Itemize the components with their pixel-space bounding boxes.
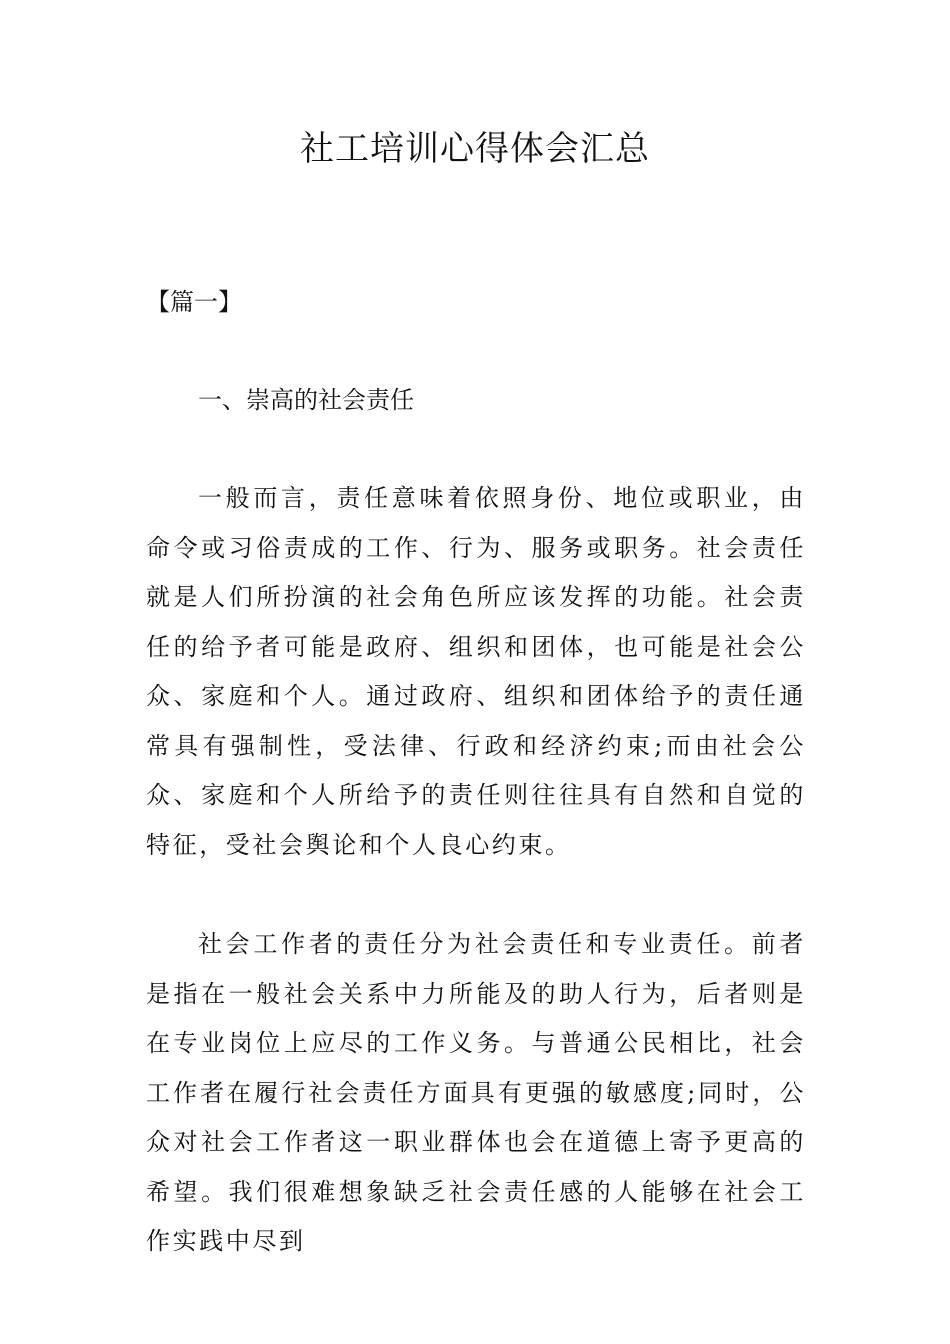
- section-label: 【篇一】: [146, 288, 242, 316]
- section-heading: 一、崇高的社会责任: [198, 386, 414, 414]
- paragraph: 一般而言，责任意味着依照身份、地位或职业，由命令或习俗责成的工作、行为、服务或职务。社会责任就是人们所扮演的社会角色所应该发挥的功能。社会责任的给予者可能是政府、组织和团体，也可能是社会公众、家庭和个人。通过政府、组织和团体给予的责任通常具有强制性，受法律、行政和经济约束;而由社会公众、家庭和个人所给予的责任则往往具有自然和自觉的特征，受社会舆论和个人良心约束。: [146, 484, 806, 859]
- document-title: 社工培训心得体会汇总: [300, 129, 650, 169]
- paragraph: 社会工作者的责任分为社会责任和专业责任。前者是指在一般社会关系中力所能及的助人行为，后者则是在专业岗位上应尽的工作义务。与普通公民相比，社会工作者在履行社会责任方面具有更强的敏感度;同时，公众对社会工作者这一职业群体也会在道德上寄予更高的希望。我们很难想象缺乏社会责任感的人能够在社会工作实践中尽到: [146, 930, 806, 1255]
